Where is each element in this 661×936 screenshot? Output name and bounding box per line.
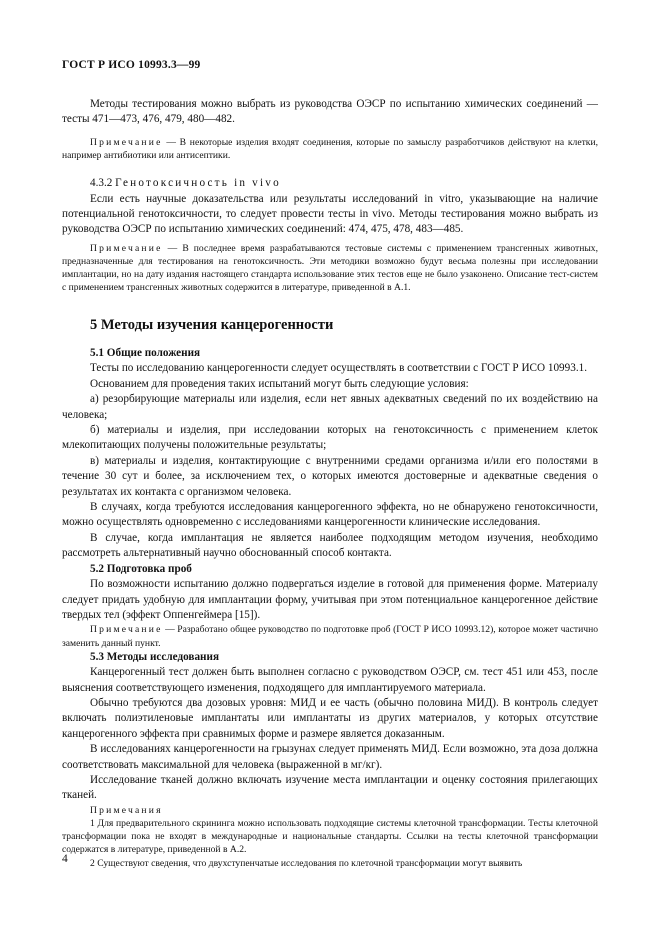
note-text: — В некоторые изделия входят соединения, которые по замыслу разработчиков действуют на клетки, например антибиотики или антисептики. [62,136,598,162]
subsection-number: 4.3.2 [90,177,116,190]
paragraph: Методы тестирования можно выбрать из руководства ОЭСР по испытанию химических соединений — тесты 471—473, 476, 479, 480—482. [62,98,598,126]
paragraph: Основанием для проведения таких испытаний могут быть следующие условия: [90,377,469,390]
note: 1 Для предварительного скрининга можно использовать подходящие системы клеточной трансформации. Тесты клеточной трансформации пока не входят в международные и национальные стандарты. Ссылки на тесты клеточной трансформации содержатся в литературе, приведенной в А.2. [62,817,598,856]
note [62,242,598,295]
subsection-title: Генотоксичность in vivo [115,177,281,190]
list-item: б) материалы и изделия, при исследовании которых на генотоксичность с применением клеток млекопитающих получены положительные результаты; [62,424,598,452]
subsection-heading: 5.1 Общие положения [90,347,201,359]
subsection-heading [62,176,598,191]
note-text: — В последнее время разрабатываются тестовые системы с применением трансгенных животных, предназначенные для тестирования на генотоксичность. Эти методики возможно будут весьма полезны при исследовании имплантации, но на дату издания настоящего стандарта использование этих тестов еще не было узаконено. Описание тест-систем с применением трансгенных животных содержится в литературе, приведенной в А.1. [62,242,598,294]
list-item: в) материалы и изделия, контактирующие с внутренними средами организма и/или его полостями в течение 30 сут и более, за исключением тех, о которых имеются достоверные и адекватные сведения о результатах их контакта с организмом человека. [62,454,598,498]
subsection-heading: 5.2 Подготовка проб [90,562,192,575]
note [62,136,598,162]
paragraph: В случаях, когда требуются исследования канцерогенного эффекта, но не обнаружено генотоксичности, можно осуществлять одновременно с исследованиями канцерогенности клинические исследования. [62,501,598,529]
paragraph: Канцерогенный тест должен быть выполнен согласно с руководством ОЭСР, см. тест 451 или 453, после выяснения соответствующего изменения, подходящего для имплантируемого материала. [62,666,598,694]
section-heading: 5 Методы изучения канцерогенности [90,317,334,333]
note [62,623,598,649]
section-5-content [62,346,598,870]
note-label: Примечание [90,624,163,636]
paragraph: Тесты по исследованию канцерогенности следует осуществлять в соответствии с ГОСТ Р ИСО 10993.1. [90,362,588,375]
paragraph: Исследование тканей должно включать изучение места имплантации и оценку состояния прилегающих тканей. [62,773,598,802]
page-number: 4 [62,853,68,865]
paragraph: Обычно требуются два дозовых уровня: МИД и ее часть (обычно половина МИД). В контроль следует включать полиэтиленовые имплантаты или имплантаты из других материалов, у которых отсутствие канцерогенного эффекта при сравнимых форме и размере является доказанным. [62,696,598,740]
note-label: Примечание [90,136,163,148]
notes-label: Примечания [90,804,163,816]
paragraph: В исследованиях канцерогенности на грызунах следует применять МИД. Если возможно, эта доза должна соответствовать максимальной для человека (выраженной в мг/кг). [62,743,598,771]
paragraph: В случае, когда имплантация не является наиболее подходящим методом изучения, необходимо рассмотреть альтернативный научно обоснованный способ контакта. [62,531,598,560]
note-text: — Разработано общее руководство по подготовке проб (ГОСТ Р ИСО 10993.12), которое может частично заменить данный пункт. [62,624,598,649]
note-label: Примечание [90,242,163,254]
document-header: ГОСТ Р ИСО 10993.3—99 [62,59,201,71]
paragraph: Если есть научные доказательства или результаты исследований in vitro, указывающие на наличие потенциальной генотоксичности, то следует провести тесты in vivo. Методы тестирования можно выбрать из руководства ОЭСР по испытанию химических соединений: 474, 475, 478, 483—485. [62,192,598,236]
note: 2 Существуют сведения, что двухступенчатые исследования по клеточной трансформации могут выявить [90,857,523,869]
section-4-3-content [62,97,598,295]
paragraph: По возможности испытанию должно подвергаться изделие в готовой для применения форме. Материалу следует придать удобную для имплантации форму, учитывая при этом потенциальное канцерогенное действие твердых тел (эффект Оппенгеймера [15]). [62,578,598,621]
list-item: а) резорбирующие материалы или изделия, если нет явных адекватных сведений по их воздействию на человека; [62,393,598,421]
subsection-heading: 5.3 Методы исследования [90,650,219,663]
